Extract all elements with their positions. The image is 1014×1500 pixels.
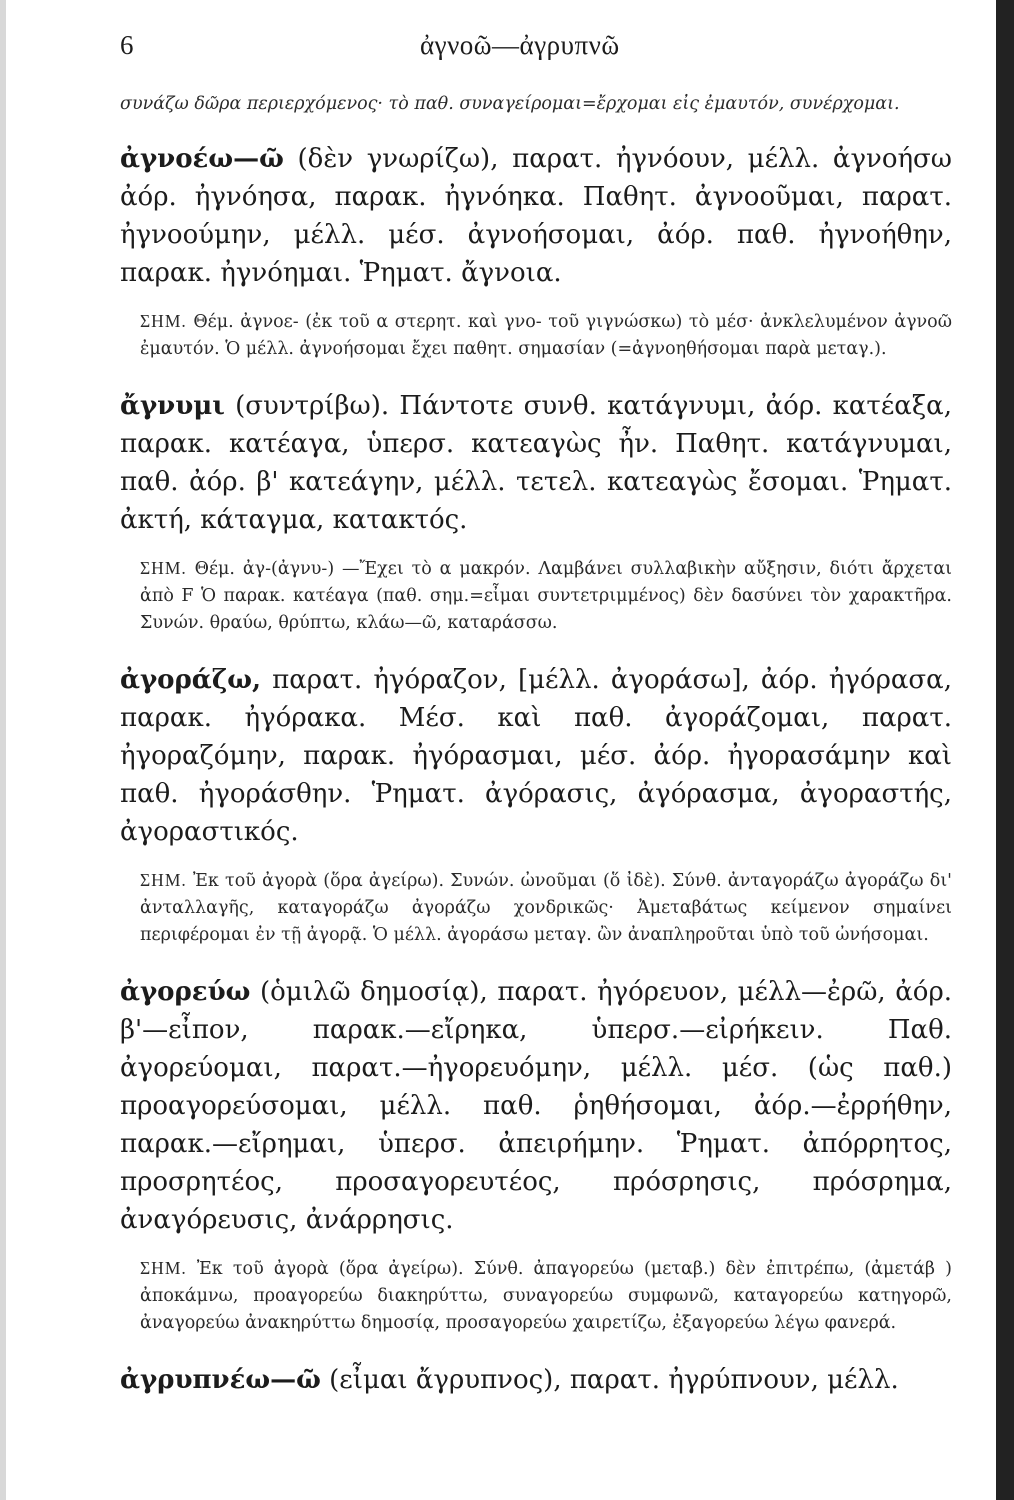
note-label: ΣΗΜ. [140, 1258, 187, 1278]
dictionary-entry [120, 140, 952, 292]
entry-body: (συντρίβω). Πάντοτε συνθ. κατάγνυμι, ἀόρ. κατέαξα, παρακ. κατέαγα, ὑπερσ. κατεαγὼς ἦν. Παθητ. κατάγνυμαι, παθ. ἀόρ. β' κατεάγην, μέλλ. τετελ. κατεαγὼς ἔσομαι. Ῥηματ. ἀκτή, κάταγμα, κατακτός. [120, 391, 952, 535]
note-text: Θέμ. ἀγ-(ἀγνυ-) —Ἔχει τὸ α μακρόν. Λαμβάνει συλλαβικὴν αὔξησιν, διότι ἄρχεται ἀπὸ F Ὁ παρακ. κατέαγα (παθ. σημ.=εἶμαι συντετριμμένος) δὲν δασύνει τὸν χαρακτῆρα. Συνών. θραύω, θρύπτω, κλάω—ῶ, καταράσσω. [140, 559, 952, 633]
note-label: ΣΗΜ. [140, 311, 187, 331]
page-content [120, 90, 952, 1415]
entry-body: (δὲν γνωρίζω), παρατ. ἠγνόουν, μέλλ. ἀγνοήσω ἀόρ. ἠγνόησα, παρακ. ἠγνόηκα. Παθητ. ἀγνοοῦμαι, παρατ. ἠγνοούμην, μέλλ. μέσ. ἀγνοήσομαι, ἀόρ. παθ. ἠγνοήθην, παρακ. ἠγνόημαι. Ῥηματ. ἄγνοια. [120, 144, 952, 288]
page-left-edge [0, 0, 6, 1500]
entry-body: (εἶμαι ἄγρυπνος), παρατ. ἠγρύπνουν, μέλλ. [320, 1365, 899, 1395]
note-text: Ἐκ τοῦ ἀγορὰ (ὅρα ἀγείρω). Συνών. ὠνοῦμαι (ὅ ἰδὲ). Σύνθ. ἀνταγοράζω ἀγοράζω δι' ἀνταλλαγῆς, καταγοράζω ἀγοράζω χονδρικῶς· Ἀμεταβάτως κείμενον σημαίνει περιφέρομαι ἐν τῇ ἀγορᾷ. Ὁ μέλλ. ἀγοράσω μεταγ. ὢν ἀναπληροῦται ὑπὸ τοῦ ὠνήσομαι. [140, 871, 952, 945]
headword: ἀγνοέω—ῶ [120, 144, 284, 174]
page-header [120, 30, 950, 70]
running-head: ἀγνοῶ—ἀγρυπνῶ [420, 30, 620, 60]
page-right-edge [996, 0, 1014, 1500]
entry-body: (ὁμιλῶ δημοσίᾳ), παρατ. ἠγόρευον, μέλλ—ἐρῶ, ἀόρ. β'—εἶπον, παρακ.—εἴρηκα, ὑπερσ.—εἰρήκειν. Παθ. ἀγορεύομαι, παρατ.—ἠγορευόμην, μέλλ. μέσ. (ὡς παθ.) προαγορεύσομαι, μέλλ. παθ. ῥηθήσομαι, ἀόρ.—ἐρρήθην, παρακ.—εἴρημαι, ὑπερσ. ἀπειρήμην. Ῥηματ. ἀπόρρητος, προσρητέος, προσαγορευτέος, πρόσρησις, πρόσρημα, ἀναγόρευσις, ἀνάρρησις. [120, 977, 952, 1235]
dictionary-entry [120, 661, 952, 851]
note-text: Θέμ. ἀγνοε- (ἐκ τοῦ α στερητ. καὶ γνο- τοῦ γιγνώσκω) τὸ μέσ· ἀνκλελυμένον ἀγνοῶ ἐμαυτόν. Ὁ μέλλ. ἀγνοήσομαι ἔχει παθητ. σημασίαν (=ἀγνοηθήσομαι παρὰ μεταγ.). [140, 312, 952, 359]
dictionary-entry [120, 1361, 952, 1399]
entry-body: παρατ. ἠγόραζον, [μέλλ. ἀγοράσω], ἀόρ. ἠγόρασα, παρακ. ἠγόρακα. Μέσ. καὶ παθ. ἀγοράζομαι, παρατ. ἠγοραζόμην, παρακ. ἠγόρασμαι, μέσ. ἀόρ. ἠγορασάμην καὶ παθ. ἠγοράσθην. Ῥηματ. ἀγόρασις, ἀγόρασμα, ἀγοραστής, ἀγοραστικός. [120, 665, 952, 847]
headword: ἀγοράζω, [120, 665, 262, 695]
entry-note [140, 555, 952, 637]
dictionary-entry [120, 973, 952, 1239]
note-label: ΣΗΜ. [140, 870, 187, 890]
headword: ἄγνυμι [120, 391, 225, 421]
page-number: 6 [120, 30, 134, 60]
note-label: ΣΗΜ. [140, 558, 187, 578]
headword: ἀγρυπνέω—ῶ [120, 1365, 321, 1395]
entry-note [140, 867, 952, 949]
entry-note [140, 1255, 952, 1337]
entry-note [140, 308, 952, 363]
continued-text: συνάζω δῶρα περιερχόμενος· τὸ παθ. συναγείρομαι=ἔρχομαι εἰς ἐμαυτόν, συνέρχομαι. [120, 94, 900, 114]
dictionary-entry [120, 387, 952, 539]
headword: ἀγορεύω [120, 977, 251, 1007]
note-text: Ἐκ τοῦ ἀγορὰ (ὅρα ἀγείρω). Σύνθ. ἀπαγορεύω (μεταβ.) δὲν ἐπιτρέπω, (ἀμετάβ ) ἀποκάμνω, προαγορεύω διακηρύττω, συναγορεύω συμφωνῶ, καταγορεύω κατηγορῶ, ἀναγορεύω ἀνακηρύττω δημοσίᾳ, προσαγορεύω χαιρετίζω, ἐξαγορεύω λέγω φανερά. [140, 1259, 952, 1333]
